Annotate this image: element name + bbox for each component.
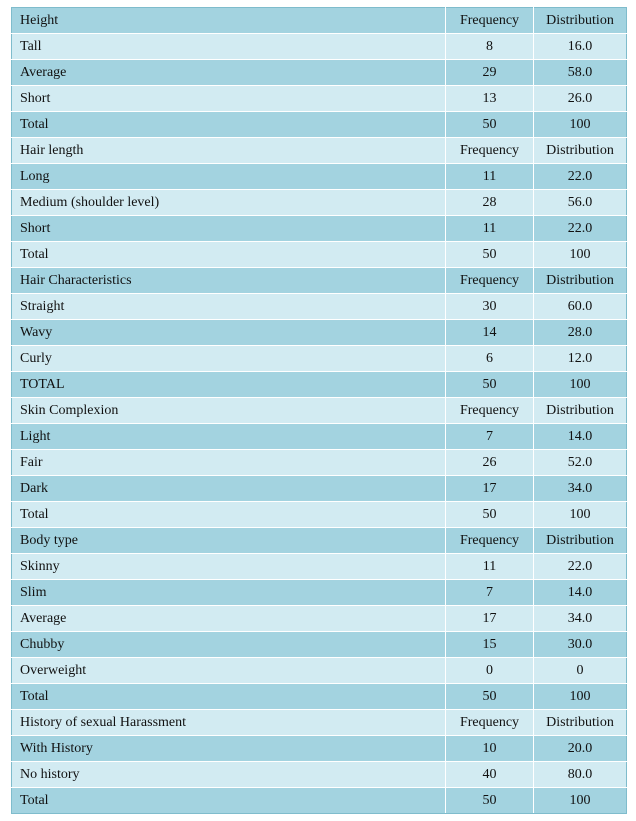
row-label: Overweight — [12, 658, 446, 684]
frequency-cell: 30 — [446, 294, 534, 320]
table-row — [12, 190, 627, 216]
row-label: Short — [12, 86, 446, 112]
distribution-cell: 80.0 — [534, 762, 627, 788]
row-label: Medium (shoulder level) — [12, 190, 446, 216]
table-row — [12, 424, 627, 450]
row-label: TOTAL — [12, 372, 446, 398]
frequency-column-header: Frequency — [446, 528, 534, 554]
distribution-cell: 56.0 — [534, 190, 627, 216]
frequency-cell: 11 — [446, 216, 534, 242]
table-row — [12, 736, 627, 762]
row-label: Chubby — [12, 632, 446, 658]
frequency-cell: 26 — [446, 450, 534, 476]
frequency-cell: 40 — [446, 762, 534, 788]
row-label: Total — [12, 242, 446, 268]
row-label: Dark — [12, 476, 446, 502]
row-label: Total — [12, 112, 446, 138]
row-label: No history — [12, 762, 446, 788]
distribution-cell: 26.0 — [534, 86, 627, 112]
frequency-cell: 11 — [446, 164, 534, 190]
distribution-cell: 0 — [534, 658, 627, 684]
frequency-distribution-table — [11, 7, 627, 814]
table-row — [12, 554, 627, 580]
table-row — [12, 216, 627, 242]
row-label: Fair — [12, 450, 446, 476]
section-title: Height — [12, 8, 446, 34]
frequency-cell: 50 — [446, 112, 534, 138]
frequency-column-header: Frequency — [446, 8, 534, 34]
row-label: Short — [12, 216, 446, 242]
distribution-cell: 22.0 — [534, 164, 627, 190]
frequency-cell: 15 — [446, 632, 534, 658]
table-row — [12, 476, 627, 502]
frequency-cell: 28 — [446, 190, 534, 216]
table-row — [12, 242, 627, 268]
table-row — [12, 164, 627, 190]
frequency-cell: 0 — [446, 658, 534, 684]
frequency-cell: 29 — [446, 60, 534, 86]
distribution-cell: 34.0 — [534, 606, 627, 632]
frequency-cell: 7 — [446, 424, 534, 450]
frequency-column-header: Frequency — [446, 138, 534, 164]
table-row — [12, 684, 627, 710]
distribution-column-header: Distribution — [534, 138, 627, 164]
distribution-cell: 16.0 — [534, 34, 627, 60]
table-row — [12, 502, 627, 528]
distribution-cell: 12.0 — [534, 346, 627, 372]
frequency-cell: 10 — [446, 736, 534, 762]
table-row — [12, 86, 627, 112]
distribution-cell: 100 — [534, 242, 627, 268]
frequency-cell: 17 — [446, 476, 534, 502]
distribution-column-header: Distribution — [534, 398, 627, 424]
frequency-cell: 50 — [446, 684, 534, 710]
distribution-cell: 60.0 — [534, 294, 627, 320]
frequency-cell: 11 — [446, 554, 534, 580]
distribution-cell: 100 — [534, 502, 627, 528]
frequency-cell: 13 — [446, 86, 534, 112]
row-label: Total — [12, 684, 446, 710]
section-header-row — [12, 268, 627, 294]
row-label: Wavy — [12, 320, 446, 346]
table-row — [12, 788, 627, 814]
frequency-cell: 50 — [446, 242, 534, 268]
table-row — [12, 294, 627, 320]
section-header-row — [12, 528, 627, 554]
table-body — [12, 8, 627, 814]
section-title: History of sexual Harassment — [12, 710, 446, 736]
distribution-column-header: Distribution — [534, 8, 627, 34]
table-row — [12, 450, 627, 476]
distribution-cell: 14.0 — [534, 424, 627, 450]
distribution-cell: 20.0 — [534, 736, 627, 762]
distribution-cell: 58.0 — [534, 60, 627, 86]
distribution-cell: 34.0 — [534, 476, 627, 502]
distribution-cell: 22.0 — [534, 216, 627, 242]
distribution-cell: 30.0 — [534, 632, 627, 658]
section-header-row — [12, 398, 627, 424]
table-row — [12, 762, 627, 788]
distribution-column-header: Distribution — [534, 528, 627, 554]
table-row — [12, 320, 627, 346]
distribution-column-header: Distribution — [534, 268, 627, 294]
row-label: Long — [12, 164, 446, 190]
row-label: Total — [12, 788, 446, 814]
section-header-row — [12, 710, 627, 736]
row-label: Total — [12, 502, 446, 528]
frequency-cell: 8 — [446, 34, 534, 60]
row-label: Light — [12, 424, 446, 450]
row-label: Slim — [12, 580, 446, 606]
row-label: Tall — [12, 34, 446, 60]
row-label: Average — [12, 606, 446, 632]
row-label: Curly — [12, 346, 446, 372]
distribution-cell: 14.0 — [534, 580, 627, 606]
distribution-cell: 100 — [534, 112, 627, 138]
frequency-column-header: Frequency — [446, 398, 534, 424]
frequency-cell: 7 — [446, 580, 534, 606]
distribution-cell: 100 — [534, 684, 627, 710]
table-row — [12, 346, 627, 372]
row-label: Average — [12, 60, 446, 86]
row-label: With History — [12, 736, 446, 762]
frequency-cell: 14 — [446, 320, 534, 346]
table-row — [12, 580, 627, 606]
distribution-column-header: Distribution — [534, 710, 627, 736]
frequency-cell: 6 — [446, 346, 534, 372]
frequency-column-header: Frequency — [446, 268, 534, 294]
section-title: Hair length — [12, 138, 446, 164]
frequency-cell: 17 — [446, 606, 534, 632]
distribution-cell: 100 — [534, 788, 627, 814]
distribution-cell: 28.0 — [534, 320, 627, 346]
table-row — [12, 632, 627, 658]
frequency-cell: 50 — [446, 788, 534, 814]
section-title: Skin Complexion — [12, 398, 446, 424]
frequency-cell: 50 — [446, 502, 534, 528]
table-row — [12, 606, 627, 632]
row-label: Straight — [12, 294, 446, 320]
frequency-column-header: Frequency — [446, 710, 534, 736]
section-title: Hair Characteristics — [12, 268, 446, 294]
distribution-cell: 100 — [534, 372, 627, 398]
section-title: Body type — [12, 528, 446, 554]
table-row — [12, 60, 627, 86]
distribution-cell: 22.0 — [534, 554, 627, 580]
row-label: Skinny — [12, 554, 446, 580]
table-row — [12, 658, 627, 684]
table-row — [12, 112, 627, 138]
section-header-row — [12, 8, 627, 34]
distribution-cell: 52.0 — [534, 450, 627, 476]
table-row — [12, 34, 627, 60]
table-row — [12, 372, 627, 398]
frequency-cell: 50 — [446, 372, 534, 398]
section-header-row — [12, 138, 627, 164]
